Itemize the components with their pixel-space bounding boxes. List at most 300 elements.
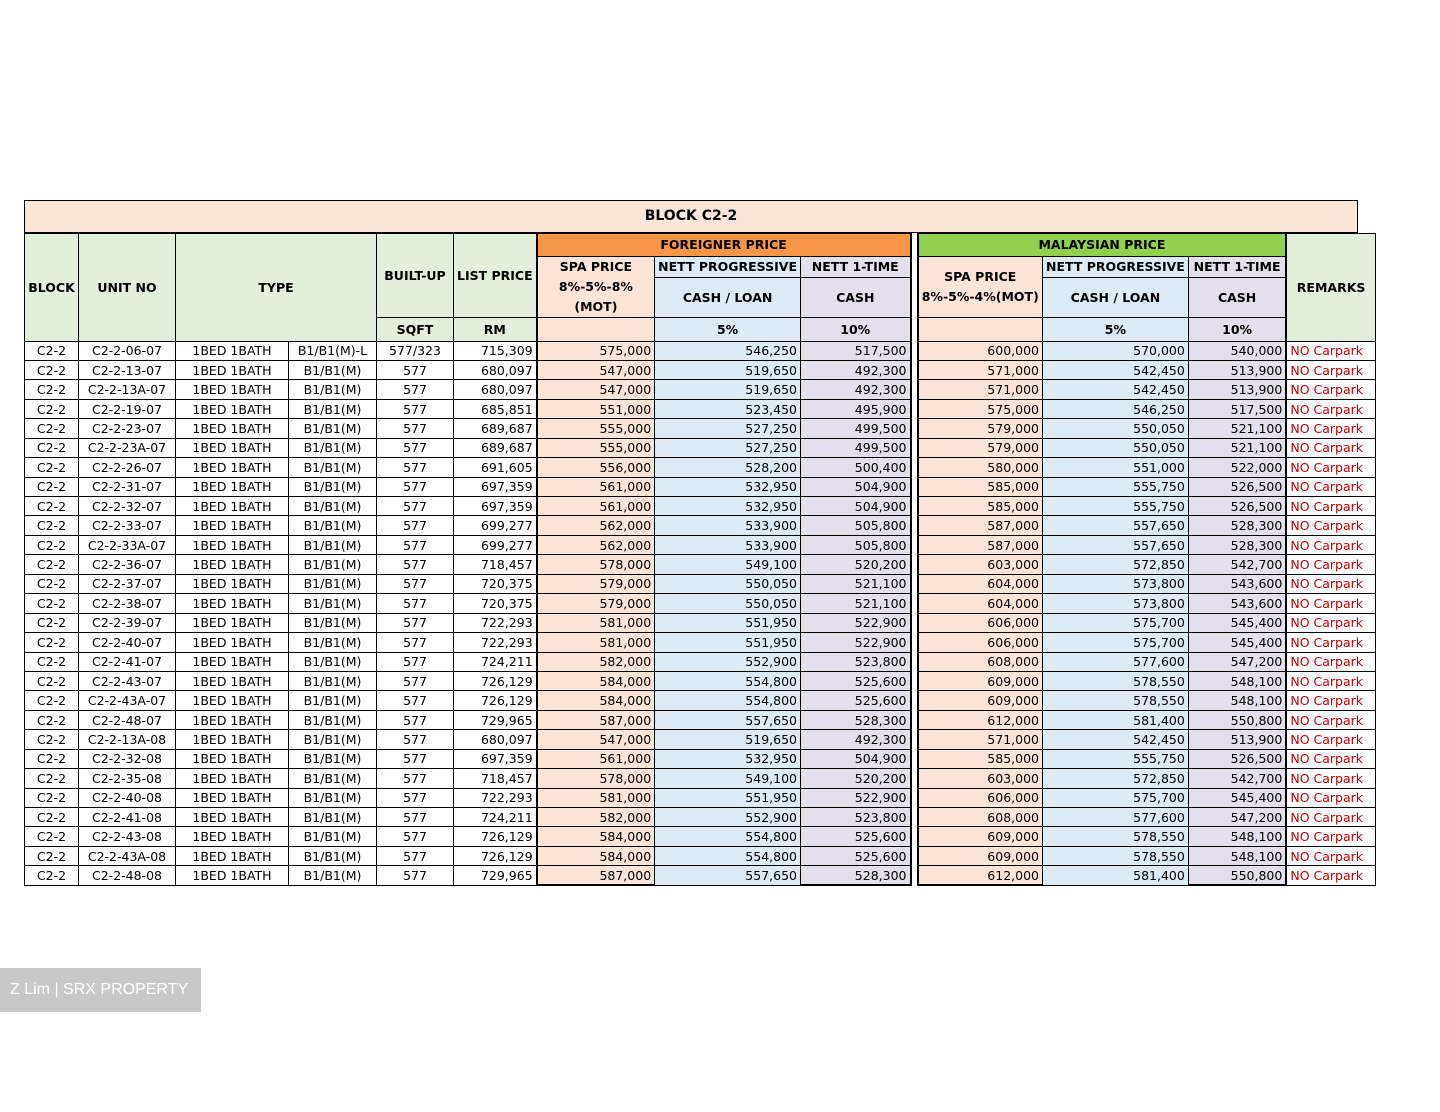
cell-remark: NO Carpark bbox=[1286, 633, 1375, 652]
cell-layout: B1/B1(M) bbox=[289, 749, 377, 768]
cell-m-prog: 573,800 bbox=[1043, 574, 1189, 593]
cell-sqft: 577 bbox=[377, 458, 454, 477]
cell-f-prog: 532,950 bbox=[655, 477, 801, 496]
cell-f-prog: 550,050 bbox=[655, 574, 801, 593]
table-row bbox=[25, 749, 1376, 768]
cell-f-prog: 557,650 bbox=[655, 710, 801, 729]
cell-f-cash: 523,800 bbox=[801, 652, 911, 671]
cell-m-prog: 572,850 bbox=[1043, 769, 1189, 788]
cell-bed: 1BED 1BATH bbox=[176, 341, 289, 360]
cell-sqft: 577 bbox=[377, 497, 454, 516]
cell-f-spa: 582,000 bbox=[537, 652, 655, 671]
cell-remark: NO Carpark bbox=[1286, 360, 1375, 379]
cell-bed: 1BED 1BATH bbox=[176, 808, 289, 827]
cell-f-prog: 551,950 bbox=[655, 613, 801, 632]
cell-m-spa: 603,000 bbox=[918, 555, 1043, 574]
header-malaysian-spa-label: SPA PRICE bbox=[944, 268, 1017, 284]
header-malaysian-pct-10: 10% bbox=[1188, 317, 1286, 341]
cell-m-spa: 609,000 bbox=[918, 827, 1043, 846]
cell-block: C2-2 bbox=[25, 652, 79, 671]
cell-f-cash: 528,300 bbox=[801, 710, 911, 729]
header-unit-no: UNIT NO bbox=[79, 233, 176, 341]
cell-bed: 1BED 1BATH bbox=[176, 458, 289, 477]
cell-m-prog: 578,550 bbox=[1043, 846, 1189, 865]
cell-f-prog: 550,050 bbox=[655, 594, 801, 613]
cell-list: 726,129 bbox=[454, 827, 537, 846]
header-foreigner-cash-1: NETT 1-TIME bbox=[801, 256, 911, 277]
cell-f-spa: 584,000 bbox=[537, 671, 655, 690]
cell-m-prog: 578,550 bbox=[1043, 671, 1189, 690]
cell-block: C2-2 bbox=[25, 458, 79, 477]
cell-layout: B1/B1(M) bbox=[289, 827, 377, 846]
table-row bbox=[25, 613, 1376, 632]
cell-sqft: 577 bbox=[377, 594, 454, 613]
cell-f-spa: 587,000 bbox=[537, 710, 655, 729]
cell-m-spa: 579,000 bbox=[918, 419, 1043, 438]
table-row bbox=[25, 341, 1376, 360]
cell-block: C2-2 bbox=[25, 555, 79, 574]
cell-remark: NO Carpark bbox=[1286, 749, 1375, 768]
cell-f-prog: 533,900 bbox=[655, 535, 801, 554]
cell-unit: C2-2-40-08 bbox=[79, 788, 176, 807]
cell-m-spa: 604,000 bbox=[918, 594, 1043, 613]
cell-f-spa: 555,000 bbox=[537, 419, 655, 438]
cell-sqft: 577 bbox=[377, 788, 454, 807]
cell-m-spa: 580,000 bbox=[918, 458, 1043, 477]
cell-f-prog: 554,800 bbox=[655, 691, 801, 710]
cell-list: 685,851 bbox=[454, 399, 537, 418]
cell-unit: C2-2-13-07 bbox=[79, 360, 176, 379]
cell-block: C2-2 bbox=[25, 360, 79, 379]
cell-m-prog: 572,850 bbox=[1043, 555, 1189, 574]
cell-block: C2-2 bbox=[25, 438, 79, 457]
cell-unit: C2-2-37-07 bbox=[79, 574, 176, 593]
cell-unit: C2-2-43A-07 bbox=[79, 691, 176, 710]
cell-unit: C2-2-41-07 bbox=[79, 652, 176, 671]
cell-layout: B1/B1(M) bbox=[289, 866, 377, 885]
cell-bed: 1BED 1BATH bbox=[176, 574, 289, 593]
header-malaysian-spa bbox=[918, 256, 1043, 317]
cell-unit: C2-2-13A-07 bbox=[79, 380, 176, 399]
cell-sqft: 577 bbox=[377, 749, 454, 768]
cell-m-cash: 513,900 bbox=[1188, 360, 1286, 379]
cell-list: 722,293 bbox=[454, 613, 537, 632]
cell-m-prog: 555,750 bbox=[1043, 749, 1189, 768]
table-row bbox=[25, 788, 1376, 807]
cell-f-prog: 519,650 bbox=[655, 730, 801, 749]
cell-f-spa: 578,000 bbox=[537, 555, 655, 574]
cell-f-prog: 557,650 bbox=[655, 866, 801, 885]
header-built-up: BUILT-UP bbox=[377, 233, 454, 317]
cell-list: 697,359 bbox=[454, 477, 537, 496]
cell-f-spa: 547,000 bbox=[537, 380, 655, 399]
cell-m-cash: 528,300 bbox=[1188, 535, 1286, 554]
cell-block: C2-2 bbox=[25, 691, 79, 710]
cell-layout: B1/B1(M) bbox=[289, 730, 377, 749]
cell-f-spa: 581,000 bbox=[537, 613, 655, 632]
cell-f-cash: 505,800 bbox=[801, 516, 911, 535]
cell-list: 724,211 bbox=[454, 652, 537, 671]
table-row bbox=[25, 458, 1376, 477]
cell-m-cash: 526,500 bbox=[1188, 477, 1286, 496]
cell-f-spa: 561,000 bbox=[537, 477, 655, 496]
cell-block: C2-2 bbox=[25, 710, 79, 729]
cell-block: C2-2 bbox=[25, 827, 79, 846]
cell-layout: B1/B1(M) bbox=[289, 574, 377, 593]
cell-remark: NO Carpark bbox=[1286, 419, 1375, 438]
cell-sqft: 577 bbox=[377, 419, 454, 438]
cell-list: 689,687 bbox=[454, 419, 537, 438]
cell-m-prog: 555,750 bbox=[1043, 497, 1189, 516]
cell-sqft: 577 bbox=[377, 574, 454, 593]
cell-block: C2-2 bbox=[25, 399, 79, 418]
cell-f-spa: 584,000 bbox=[537, 846, 655, 865]
cell-sqft: 577 bbox=[377, 808, 454, 827]
cell-bed: 1BED 1BATH bbox=[176, 438, 289, 457]
cell-remark: NO Carpark bbox=[1286, 535, 1375, 554]
header-type: TYPE bbox=[176, 233, 377, 341]
cell-unit: C2-2-43A-08 bbox=[79, 846, 176, 865]
cell-layout: B1/B1(M) bbox=[289, 788, 377, 807]
cell-layout: B1/B1(M) bbox=[289, 419, 377, 438]
cell-m-cash: 521,100 bbox=[1188, 438, 1286, 457]
header-foreigner-pct-5: 5% bbox=[655, 317, 801, 341]
cell-m-prog: 542,450 bbox=[1043, 360, 1189, 379]
cell-m-cash: 513,900 bbox=[1188, 730, 1286, 749]
cell-f-cash: 492,300 bbox=[801, 380, 911, 399]
cell-f-prog: 551,950 bbox=[655, 788, 801, 807]
cell-list: 729,965 bbox=[454, 710, 537, 729]
cell-remark: NO Carpark bbox=[1286, 788, 1375, 807]
cell-layout: B1/B1(M) bbox=[289, 613, 377, 632]
cell-sqft: 577 bbox=[377, 691, 454, 710]
cell-m-spa: 606,000 bbox=[918, 633, 1043, 652]
cell-bed: 1BED 1BATH bbox=[176, 730, 289, 749]
table-row bbox=[25, 691, 1376, 710]
cell-f-spa: 562,000 bbox=[537, 535, 655, 554]
cell-remark: NO Carpark bbox=[1286, 730, 1375, 749]
cell-bed: 1BED 1BATH bbox=[176, 827, 289, 846]
cell-list: 720,375 bbox=[454, 594, 537, 613]
cell-layout: B1/B1(M) bbox=[289, 594, 377, 613]
table-row bbox=[25, 574, 1376, 593]
cell-bed: 1BED 1BATH bbox=[176, 788, 289, 807]
cell-f-cash: 492,300 bbox=[801, 360, 911, 379]
table-row bbox=[25, 730, 1376, 749]
header-malaysian-pct-5: 5% bbox=[1043, 317, 1189, 341]
cell-unit: C2-2-43-07 bbox=[79, 671, 176, 690]
cell-f-cash: 525,600 bbox=[801, 691, 911, 710]
cell-remark: NO Carpark bbox=[1286, 652, 1375, 671]
cell-bed: 1BED 1BATH bbox=[176, 419, 289, 438]
cell-m-spa: 609,000 bbox=[918, 671, 1043, 690]
cell-layout: B1/B1(M) bbox=[289, 555, 377, 574]
cell-f-prog: 519,650 bbox=[655, 380, 801, 399]
cell-m-spa: 608,000 bbox=[918, 652, 1043, 671]
cell-m-spa: 575,000 bbox=[918, 399, 1043, 418]
cell-sqft: 577 bbox=[377, 710, 454, 729]
cell-m-cash: 517,500 bbox=[1188, 399, 1286, 418]
cell-f-prog: 546,250 bbox=[655, 341, 801, 360]
cell-f-spa: 587,000 bbox=[537, 866, 655, 885]
cell-f-cash: 521,100 bbox=[801, 574, 911, 593]
cell-bed: 1BED 1BATH bbox=[176, 691, 289, 710]
header-block: BLOCK bbox=[25, 233, 79, 341]
table-row bbox=[25, 710, 1376, 729]
cell-list: 726,129 bbox=[454, 846, 537, 865]
cell-block: C2-2 bbox=[25, 341, 79, 360]
cell-block: C2-2 bbox=[25, 866, 79, 885]
cell-list: 724,211 bbox=[454, 808, 537, 827]
cell-m-spa: 608,000 bbox=[918, 808, 1043, 827]
cell-f-cash: 495,900 bbox=[801, 399, 911, 418]
cell-m-spa: 579,000 bbox=[918, 438, 1043, 457]
cell-bed: 1BED 1BATH bbox=[176, 633, 289, 652]
cell-sqft: 577 bbox=[377, 380, 454, 399]
cell-sqft: 577 bbox=[377, 555, 454, 574]
cell-layout: B1/B1(M) bbox=[289, 477, 377, 496]
cell-list: 699,277 bbox=[454, 516, 537, 535]
cell-list: 689,687 bbox=[454, 438, 537, 457]
cell-remark: NO Carpark bbox=[1286, 458, 1375, 477]
cell-unit: C2-2-32-08 bbox=[79, 749, 176, 768]
cell-sqft: 577 bbox=[377, 399, 454, 418]
cell-sqft: 577 bbox=[377, 535, 454, 554]
cell-f-prog: 532,950 bbox=[655, 749, 801, 768]
cell-bed: 1BED 1BATH bbox=[176, 652, 289, 671]
cell-block: C2-2 bbox=[25, 769, 79, 788]
table-row bbox=[25, 477, 1376, 496]
cell-list: 697,359 bbox=[454, 497, 537, 516]
cell-m-prog: 546,250 bbox=[1043, 399, 1189, 418]
table-row bbox=[25, 827, 1376, 846]
cell-f-spa: 584,000 bbox=[537, 827, 655, 846]
cell-m-spa: 606,000 bbox=[918, 788, 1043, 807]
cell-remark: NO Carpark bbox=[1286, 710, 1375, 729]
header-list-price: LIST PRICE bbox=[454, 233, 537, 317]
cell-remark: NO Carpark bbox=[1286, 399, 1375, 418]
cell-list: 718,457 bbox=[454, 555, 537, 574]
header-foreigner-spa-sub: 8%-5%-8%(MOT) bbox=[558, 278, 633, 314]
cell-f-cash: 525,600 bbox=[801, 846, 911, 865]
header-foreigner-progressive-1: NETT PROGRESSIVE bbox=[655, 256, 801, 277]
cell-f-spa: 551,000 bbox=[537, 399, 655, 418]
table-title: BLOCK C2-2 bbox=[24, 200, 1358, 233]
cell-list: 718,457 bbox=[454, 769, 537, 788]
cell-f-cash: 528,300 bbox=[801, 866, 911, 885]
cell-bed: 1BED 1BATH bbox=[176, 594, 289, 613]
cell-block: C2-2 bbox=[25, 516, 79, 535]
cell-f-prog: 549,100 bbox=[655, 769, 801, 788]
cell-list: 720,375 bbox=[454, 574, 537, 593]
table-row bbox=[25, 769, 1376, 788]
cell-layout: B1/B1(M) bbox=[289, 438, 377, 457]
cell-m-spa: 600,000 bbox=[918, 341, 1043, 360]
cell-unit: C2-2-35-08 bbox=[79, 769, 176, 788]
cell-list: 680,097 bbox=[454, 380, 537, 399]
cell-f-cash: 505,800 bbox=[801, 535, 911, 554]
cell-f-cash: 521,100 bbox=[801, 594, 911, 613]
cell-m-cash: 545,400 bbox=[1188, 633, 1286, 652]
cell-m-spa: 609,000 bbox=[918, 846, 1043, 865]
cell-unit: C2-2-48-07 bbox=[79, 710, 176, 729]
header-foreigner-pct-10: 10% bbox=[801, 317, 911, 341]
cell-m-prog: 557,650 bbox=[1043, 535, 1189, 554]
cell-layout: B1/B1(M) bbox=[289, 808, 377, 827]
header-foreigner-spa bbox=[537, 256, 655, 317]
cell-m-cash: 547,200 bbox=[1188, 652, 1286, 671]
cell-m-cash: 542,700 bbox=[1188, 555, 1286, 574]
cell-unit: C2-2-19-07 bbox=[79, 399, 176, 418]
cell-layout: B1/B1(M) bbox=[289, 516, 377, 535]
cell-remark: NO Carpark bbox=[1286, 827, 1375, 846]
cell-m-prog: 542,450 bbox=[1043, 730, 1189, 749]
cell-unit: C2-2-23-07 bbox=[79, 419, 176, 438]
cell-list: 722,293 bbox=[454, 633, 537, 652]
cell-f-cash: 504,900 bbox=[801, 477, 911, 496]
header-sqft: SQFT bbox=[377, 317, 454, 341]
cell-bed: 1BED 1BATH bbox=[176, 516, 289, 535]
table-row bbox=[25, 866, 1376, 885]
header-malaysian-price: MALAYSIAN PRICE bbox=[918, 233, 1287, 256]
cell-remark: NO Carpark bbox=[1286, 574, 1375, 593]
cell-layout: B1/B1(M) bbox=[289, 846, 377, 865]
cell-m-prog: 551,000 bbox=[1043, 458, 1189, 477]
cell-block: C2-2 bbox=[25, 535, 79, 554]
header-malaysian-progressive-1: NETT PROGRESSIVE bbox=[1043, 256, 1189, 277]
cell-block: C2-2 bbox=[25, 419, 79, 438]
cell-m-cash: 548,100 bbox=[1188, 671, 1286, 690]
cell-m-spa: 587,000 bbox=[918, 535, 1043, 554]
cell-remark: NO Carpark bbox=[1286, 594, 1375, 613]
cell-m-prog: 573,800 bbox=[1043, 594, 1189, 613]
cell-m-cash: 548,100 bbox=[1188, 691, 1286, 710]
cell-m-spa: 585,000 bbox=[918, 497, 1043, 516]
header-foreigner-price: FOREIGNER PRICE bbox=[537, 233, 911, 256]
cell-f-spa: 547,000 bbox=[537, 730, 655, 749]
cell-remark: NO Carpark bbox=[1286, 438, 1375, 457]
cell-f-cash: 504,900 bbox=[801, 497, 911, 516]
cell-layout: B1/B1(M) bbox=[289, 769, 377, 788]
cell-m-prog: 570,000 bbox=[1043, 341, 1189, 360]
cell-m-spa: 571,000 bbox=[918, 730, 1043, 749]
cell-f-cash: 525,600 bbox=[801, 671, 911, 690]
cell-list: 722,293 bbox=[454, 788, 537, 807]
cell-list: 699,277 bbox=[454, 535, 537, 554]
cell-list: 697,359 bbox=[454, 749, 537, 768]
header-malaysian-cash-2: CASH bbox=[1188, 277, 1286, 317]
cell-m-prog: 581,400 bbox=[1043, 710, 1189, 729]
cell-unit: C2-2-36-07 bbox=[79, 555, 176, 574]
cell-f-spa: 578,000 bbox=[537, 769, 655, 788]
table-row bbox=[25, 652, 1376, 671]
cell-m-spa: 585,000 bbox=[918, 477, 1043, 496]
cell-f-prog: 552,900 bbox=[655, 652, 801, 671]
cell-f-prog: 533,900 bbox=[655, 516, 801, 535]
cell-block: C2-2 bbox=[25, 788, 79, 807]
table-row bbox=[25, 535, 1376, 554]
cell-layout: B1/B1(M) bbox=[289, 671, 377, 690]
cell-unit: C2-2-26-07 bbox=[79, 458, 176, 477]
cell-unit: C2-2-41-08 bbox=[79, 808, 176, 827]
cell-block: C2-2 bbox=[25, 594, 79, 613]
cell-f-spa: 562,000 bbox=[537, 516, 655, 535]
cell-m-prog: 577,600 bbox=[1043, 652, 1189, 671]
cell-f-prog: 532,950 bbox=[655, 497, 801, 516]
cell-bed: 1BED 1BATH bbox=[176, 497, 289, 516]
cell-remark: NO Carpark bbox=[1286, 691, 1375, 710]
cell-remark: NO Carpark bbox=[1286, 497, 1375, 516]
cell-bed: 1BED 1BATH bbox=[176, 360, 289, 379]
cell-m-prog: 542,450 bbox=[1043, 380, 1189, 399]
cell-m-prog: 575,700 bbox=[1043, 633, 1189, 652]
cell-unit: C2-2-39-07 bbox=[79, 613, 176, 632]
table-row bbox=[25, 808, 1376, 827]
cell-list: 680,097 bbox=[454, 360, 537, 379]
cell-f-cash: 492,300 bbox=[801, 730, 911, 749]
header-foreigner-spa-label: SPA PRICE bbox=[559, 258, 632, 274]
cell-list: 726,129 bbox=[454, 671, 537, 690]
cell-layout: B1/B1(M) bbox=[289, 535, 377, 554]
cell-sqft: 577 bbox=[377, 477, 454, 496]
cell-f-prog: 527,250 bbox=[655, 438, 801, 457]
cell-bed: 1BED 1BATH bbox=[176, 477, 289, 496]
table-row bbox=[25, 594, 1376, 613]
header-rm: RM bbox=[454, 317, 537, 341]
cell-sqft: 577 bbox=[377, 671, 454, 690]
header-foreigner-cash-2: CASH bbox=[801, 277, 911, 317]
cell-f-spa: 584,000 bbox=[537, 691, 655, 710]
cell-m-prog: 550,050 bbox=[1043, 419, 1189, 438]
cell-m-cash: 522,000 bbox=[1188, 458, 1286, 477]
cell-layout: B1/B1(M) bbox=[289, 497, 377, 516]
table-row bbox=[25, 438, 1376, 457]
cell-block: C2-2 bbox=[25, 671, 79, 690]
cell-sqft: 577 bbox=[377, 769, 454, 788]
cell-remark: NO Carpark bbox=[1286, 380, 1375, 399]
cell-m-spa: 585,000 bbox=[918, 749, 1043, 768]
table-row bbox=[25, 419, 1376, 438]
cell-f-prog: 549,100 bbox=[655, 555, 801, 574]
cell-sqft: 577 bbox=[377, 438, 454, 457]
cell-sqft: 577 bbox=[377, 730, 454, 749]
cell-m-cash: 526,500 bbox=[1188, 749, 1286, 768]
cell-m-cash: 543,600 bbox=[1188, 574, 1286, 593]
cell-list: 729,965 bbox=[454, 866, 537, 885]
cell-m-prog: 557,650 bbox=[1043, 516, 1189, 535]
cell-f-prog: 528,200 bbox=[655, 458, 801, 477]
cell-f-spa: 579,000 bbox=[537, 594, 655, 613]
cell-block: C2-2 bbox=[25, 380, 79, 399]
cell-remark: NO Carpark bbox=[1286, 769, 1375, 788]
watermark: Z Lim | SRX PROPERTY bbox=[0, 968, 201, 1012]
cell-f-prog: 523,450 bbox=[655, 399, 801, 418]
cell-layout: B1/B1(M) bbox=[289, 633, 377, 652]
price-table bbox=[24, 232, 1376, 886]
table-row bbox=[25, 633, 1376, 652]
cell-f-prog: 554,800 bbox=[655, 827, 801, 846]
cell-m-cash: 543,600 bbox=[1188, 594, 1286, 613]
cell-bed: 1BED 1BATH bbox=[176, 769, 289, 788]
cell-sqft: 577 bbox=[377, 613, 454, 632]
cell-bed: 1BED 1BATH bbox=[176, 846, 289, 865]
cell-block: C2-2 bbox=[25, 808, 79, 827]
cell-sqft: 577 bbox=[377, 827, 454, 846]
cell-sqft: 577 bbox=[377, 866, 454, 885]
cell-remark: NO Carpark bbox=[1286, 808, 1375, 827]
cell-sqft: 577 bbox=[377, 516, 454, 535]
cell-f-spa: 561,000 bbox=[537, 749, 655, 768]
